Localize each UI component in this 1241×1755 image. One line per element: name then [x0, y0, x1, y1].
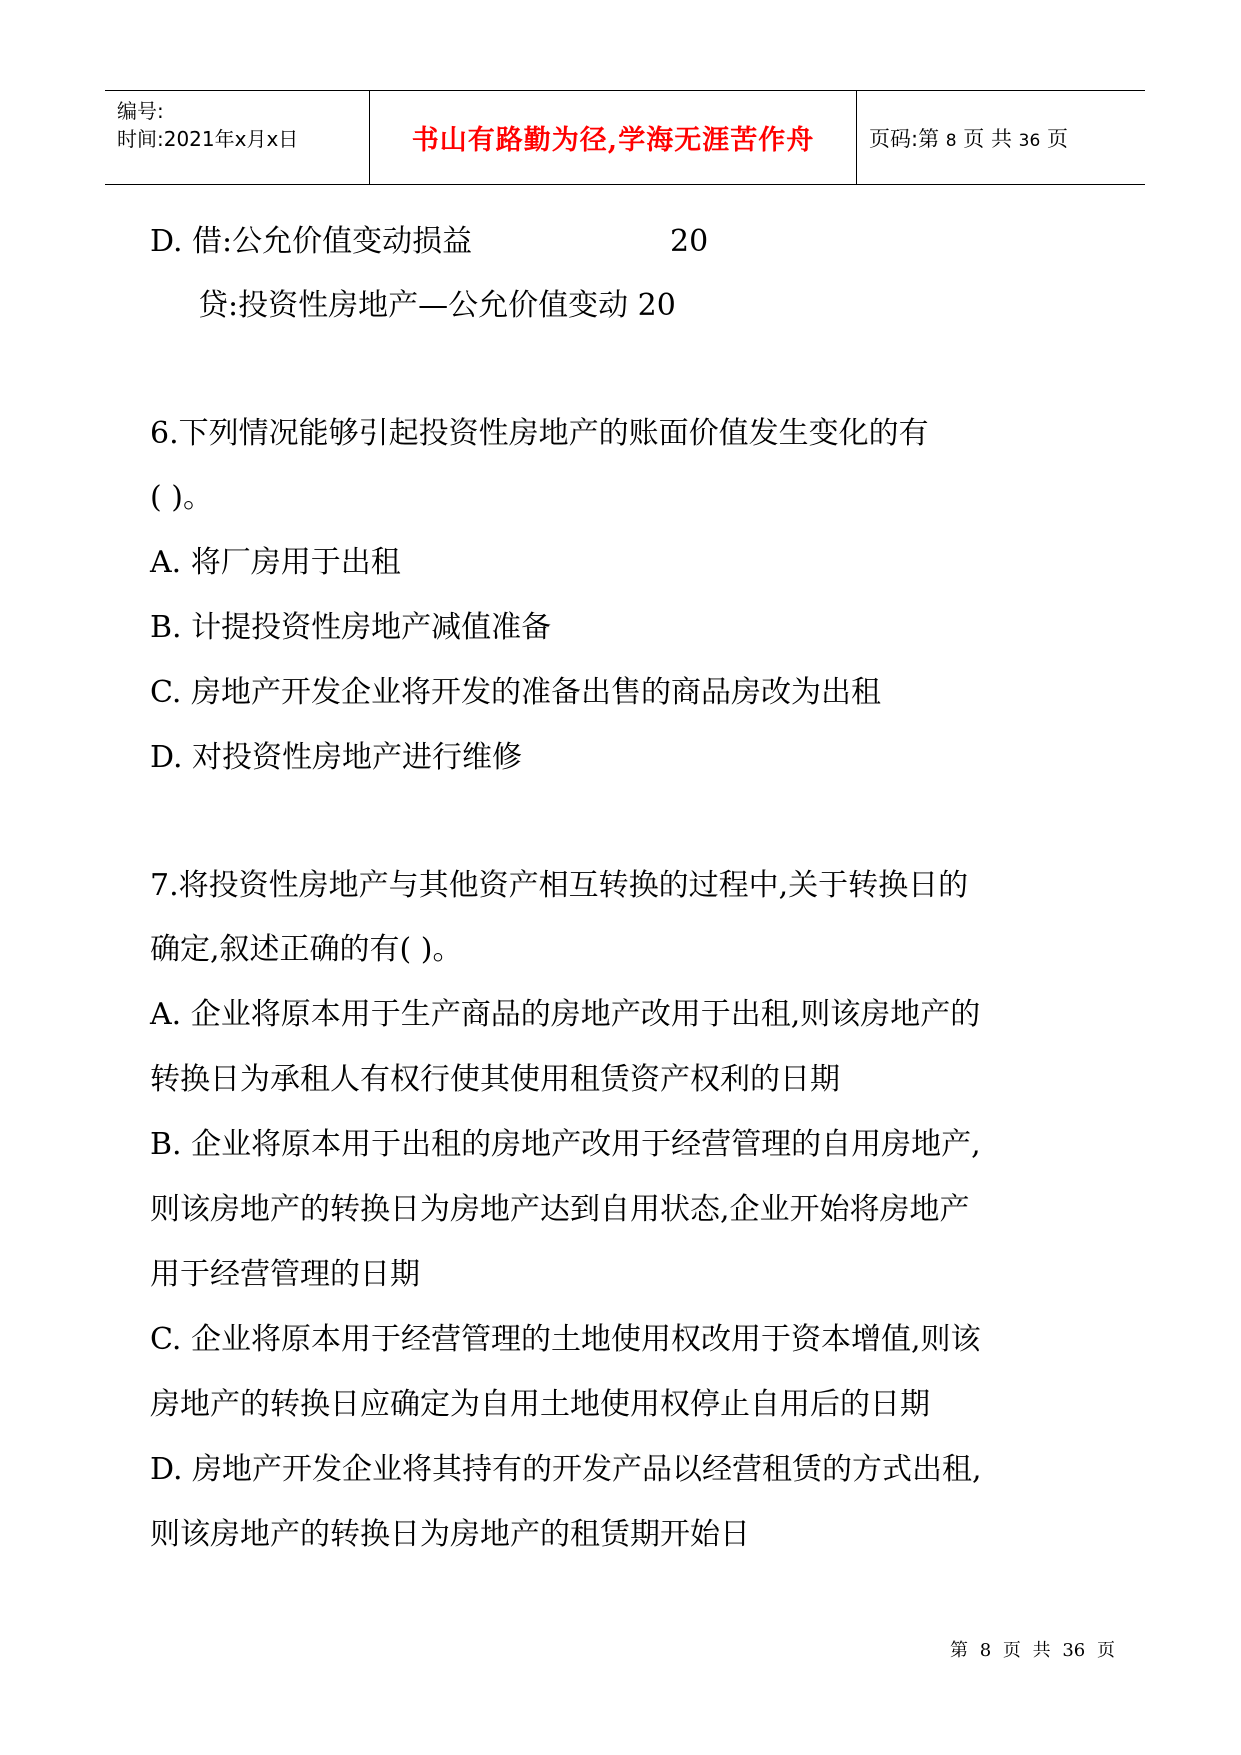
q7-option-c-line-2: 房地产的转换日应确定为自用土地使用权停止自用后的日期 — [150, 1387, 930, 1422]
entry-credit-amount: 20 — [637, 288, 676, 323]
q6-option-b: B. 计提投资性房地产减值准备 — [150, 610, 552, 645]
entry-debit-line — [150, 224, 472, 260]
q7-option-a-line-2: 转换日为承租人有权行使其使用租赁资产权利的日期 — [150, 1062, 840, 1097]
q6-option-a: A. 将厂房用于出租 — [150, 545, 401, 580]
header-motto: 书山有路勤为径,学海无涯苦作舟 — [411, 125, 815, 156]
q7-option-d-line-1: D. 房地产开发企业将其持有的开发产品以经营租赁的方式出租, — [150, 1452, 982, 1487]
entry-credit-text: 贷:投资性房地产—公允价值变动 — [198, 288, 629, 323]
entry-debit-text: D. 借:公允价值变动损益 — [150, 224, 473, 259]
page-mid: 页 共 — [963, 126, 1012, 151]
page-indicator — [869, 123, 1068, 153]
page-header — [105, 90, 1145, 185]
header-right-cell — [857, 91, 1145, 184]
q7-option-c-line-1: C. 企业将原本用于经营管理的土地使用权改用于资本增值,则该 — [150, 1322, 981, 1357]
q6-option-d: D. 对投资性房地产进行维修 — [150, 740, 523, 775]
page-number: 8 — [945, 130, 957, 151]
page-suffix: 页 — [1046, 126, 1068, 151]
q6-stem: 6.下列情况能够引起投资性房地产的账面价值发生变化的有 — [150, 416, 929, 451]
page-footer: 第 8 页 共 36 页 — [950, 1640, 1115, 1661]
document-number-label: 编号: — [117, 99, 164, 123]
q7-stem-line-1: 7.将投资性房地产与其他资产相互转换的过程中,关于转换日的 — [150, 868, 969, 903]
entry-debit-amount: 20 — [670, 224, 709, 259]
q7-option-a-line-1: A. 企业将原本用于生产商品的房地产改用于出租,则该房地产的 — [150, 997, 981, 1032]
header-left-cell — [105, 91, 370, 184]
header-middle-cell — [370, 91, 857, 184]
q7-option-b-line-2: 则该房地产的转换日为房地产达到自用状态,企业开始将房地产 — [150, 1192, 970, 1227]
page-total: 36 — [1018, 130, 1041, 151]
q6-option-c: C. 房地产开发企业将开发的准备出售的商品房改为出租 — [150, 675, 881, 710]
q7-option-d-line-2: 则该房地产的转换日为房地产的租赁期开始日 — [150, 1517, 750, 1552]
q7-option-b-line-3: 用于经营管理的日期 — [150, 1257, 420, 1292]
q7-option-b-line-1: B. 企业将原本用于出租的房地产改用于经营管理的自用房地产, — [150, 1127, 981, 1162]
page-prefix: 页码:第 — [869, 126, 940, 151]
q7-stem-line-2: 确定,叙述正确的有( )。 — [150, 932, 463, 967]
q6-blank: ( )。 — [150, 480, 213, 515]
entry-credit-line — [198, 288, 676, 324]
document-time-label: 时间:2021年x月x日 — [117, 127, 299, 151]
